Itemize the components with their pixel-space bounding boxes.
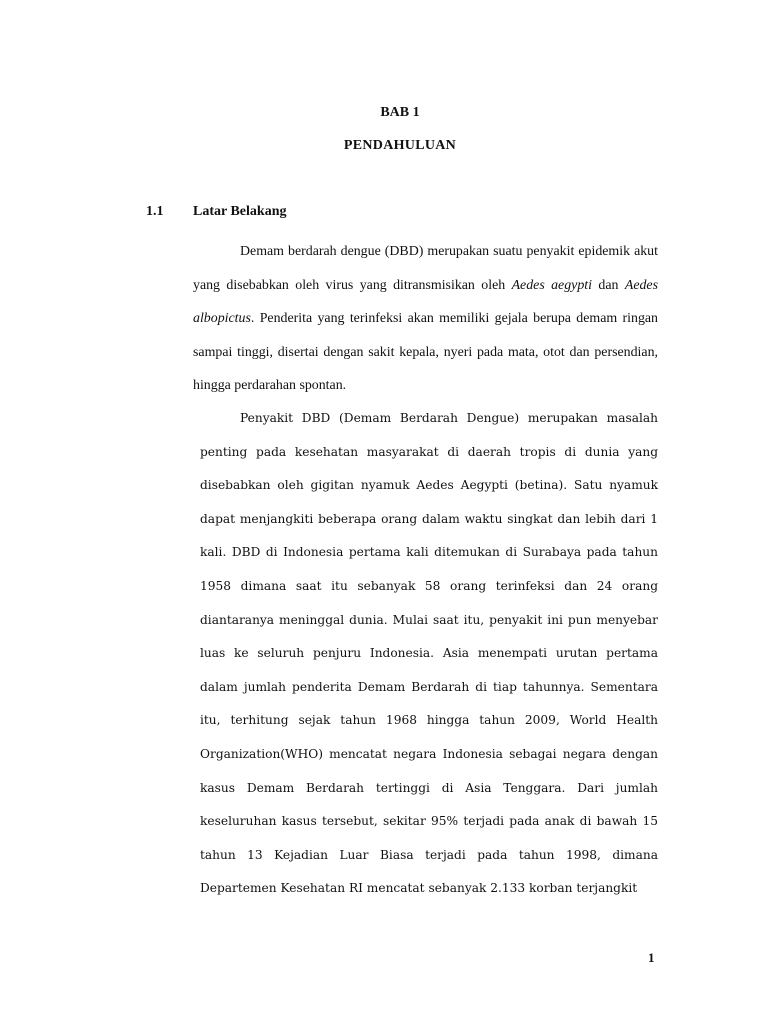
section-title: Latar Belakang bbox=[193, 204, 287, 219]
paragraph-2 bbox=[200, 402, 658, 906]
paragraph-1 bbox=[193, 235, 658, 403]
species-aedes-aegypti: Aedes aegypti bbox=[511, 277, 592, 293]
paragraph-1-text-c: . Penderita yang terinfeksi akan memiliki gejala berupa demam ringan sampai tinggi, disertai dengan sakit kepala, nyeri pada mata, otot dan persendian, hingga perdarahan spontan. bbox=[193, 311, 658, 394]
paragraph-1-text-a: Demam berdarah dengue (DBD) merupakan suatu penyakit epidemik akut yang disebabkan oleh virus yang ditransmisikan oleh bbox=[193, 244, 658, 293]
section-number: 1.1 bbox=[146, 204, 164, 219]
chapter-number: BAB 1 bbox=[380, 105, 420, 120]
page-number: 1 bbox=[648, 950, 655, 965]
paragraph-2-text: Penyakit DBD (Demam Berdarah Dengue) merupakan masalah penting pada kesehatan masyarakat di daerah tropis di dunia yang disebabkan oleh gigitan nyamuk Aedes Aegypti (betina). Satu nyamuk dapat menjangkiti beberapa orang dalam waktu singkat dan lebih dari 1 kali. DBD di Indonesia pertama kali ditemukan di Surabaya pada tahun 1958 dimana saat itu sebanyak 58 orang terinfeksi dan 24 orang diantaranya meninggal dunia. Mulai saat itu, penyakit ini pun menyebar luas ke seluruh penjuru Indonesia. Asia menempati urutan pertama dalam jumlah penderita Demam Berdarah di tiap tahunnya. Sementara itu, terhitung sejak tahun 1968 hingga tahun 2009, World Health Organization(WHO) mencatat negara Indonesia sebagai negara dengan kasus Demam Berdarah tertinggi di Asia Tenggara. Dari jumlah keseluruhan kasus tersebut, sekitar 95% terjadi pada anak di bawah 15 tahun 13 Kejadian Luar Biasa terjadi pada tahun 1998, dimana Departemen Kesehatan RI mencatat sebanyak 2.133 korban terjangkit bbox=[200, 411, 658, 896]
species-aedes-albopictus: Aedes albopictus bbox=[193, 277, 658, 327]
paragraph-1-text-b: dan bbox=[592, 277, 625, 293]
chapter-title: PENDAHULUAN bbox=[343, 138, 457, 153]
